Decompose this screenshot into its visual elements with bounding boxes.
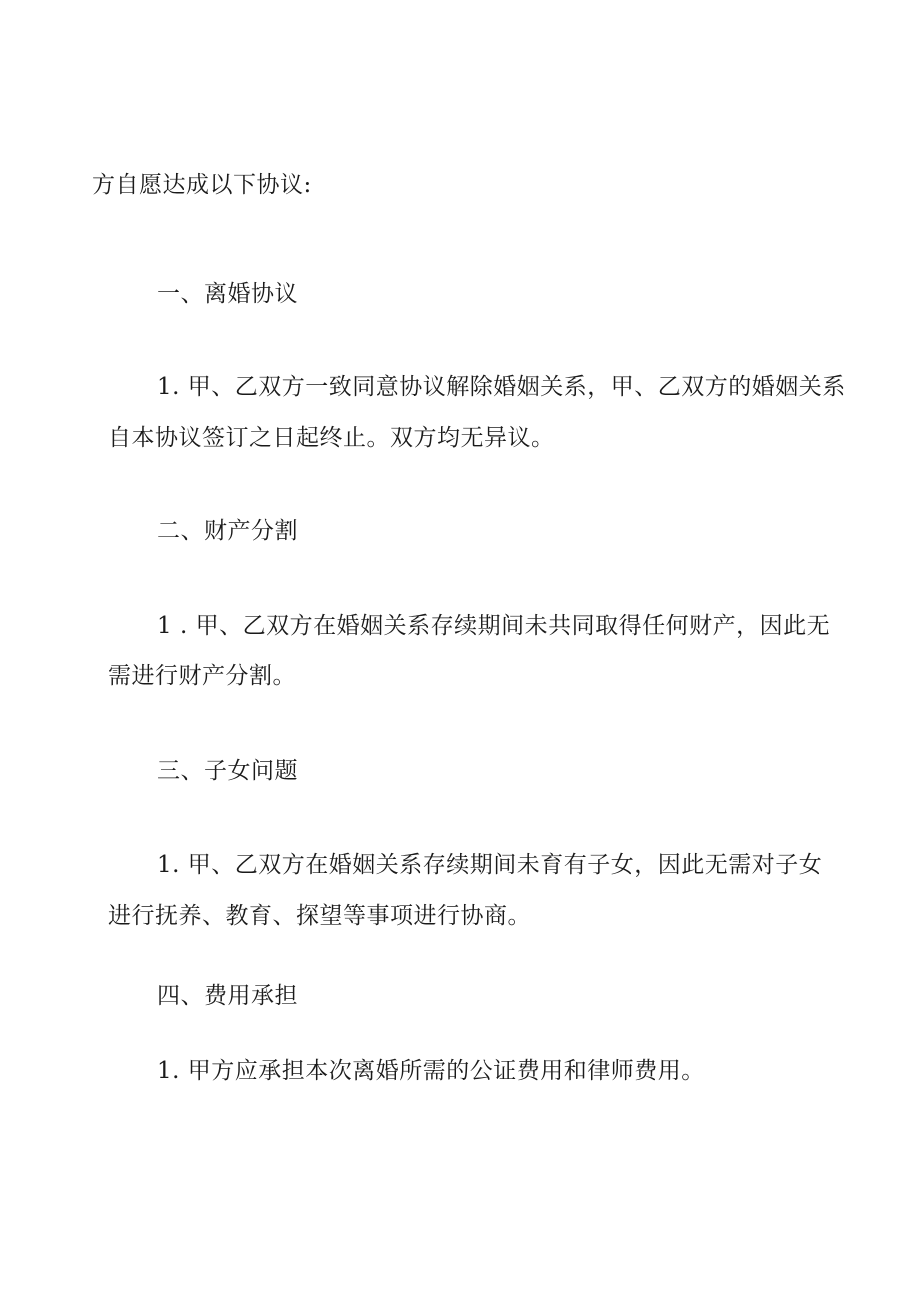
section-paragraph-line: 1 . 甲、乙双方在婚姻关系存续期间未共同取得任何财产，因此无 [157,613,831,639]
section-paragraph-line: 1. 甲、乙双方一致同意协议解除婚姻关系，甲、乙双方的婚姻关系 [157,374,846,400]
section-paragraph-line: 进行抚养、教育、探望等事项进行协商。 [108,903,531,929]
section-paragraph-line: 1. 甲、乙双方在婚姻关系存续期间未育有子女，因此无需对子女 [157,852,823,878]
section-heading-property-division: 二、财产分割 [157,518,298,544]
section-paragraph-line: 需进行财产分割。 [108,663,296,689]
section-paragraph-line: 1. 甲方应承担本次离婚所需的公证费用和律师费用。 [157,1058,705,1084]
section-heading-divorce-agreement: 一、离婚协议 [157,281,298,307]
section-heading-children: 三、子女问题 [157,758,298,784]
section-heading-costs: 四、费用承担 [157,983,298,1009]
section-paragraph-line: 自本协议签订之日起终止。双方均无异议。 [108,425,555,451]
intro-text: 方自愿达成以下协议: [92,172,312,198]
